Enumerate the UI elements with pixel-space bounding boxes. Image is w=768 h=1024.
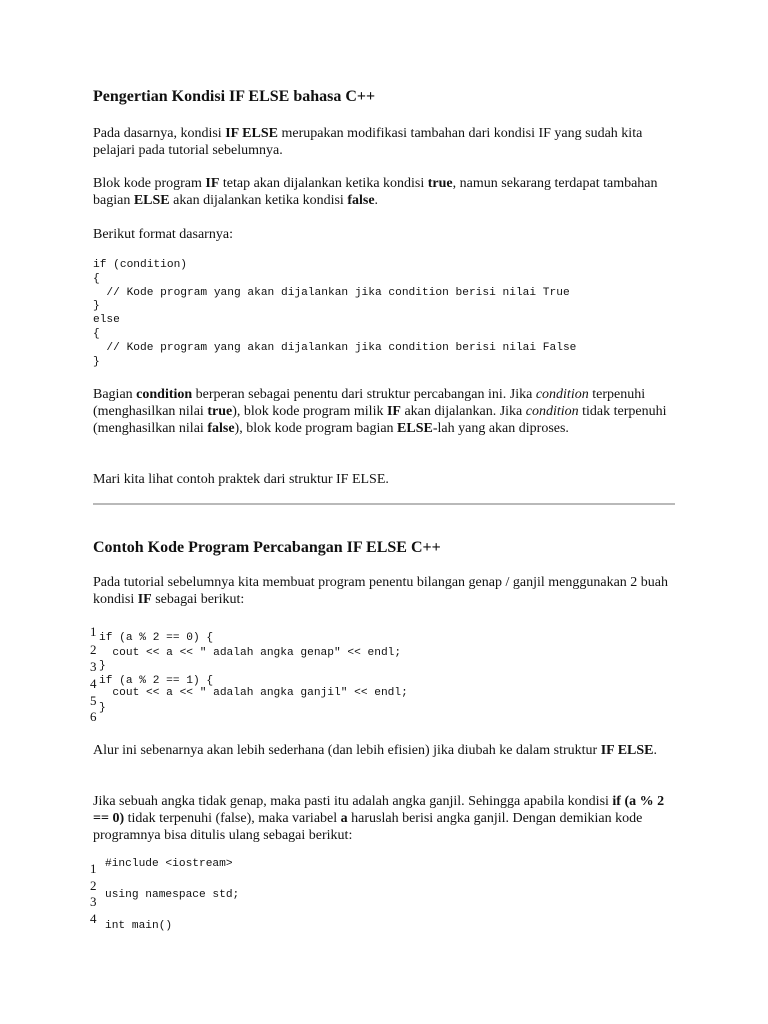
text: Alur ini sebenarnya akan lebih sederhana (dan lebih efisien) jika diubah ke dalam struktur [93, 743, 601, 758]
paragraph [93, 125, 678, 159]
bold-text: IF [386, 404, 401, 419]
text: merupakan modifikasi tambahan dari kondisi IF yang sudah kita pelajari pada tutorial sebelumnya. [93, 126, 643, 158]
text: sebagai berikut: [151, 592, 245, 607]
text: , namun sekarang terdapat tambahan bagian [93, 176, 658, 208]
bold-text: IF ELSE [225, 126, 278, 141]
paragraph [93, 175, 678, 209]
text: tetap akan dijalankan ketika kondisi [219, 176, 428, 191]
paragraph [93, 742, 678, 759]
text: akan dijalankan. Jika [400, 404, 526, 419]
text: Bagian [93, 387, 137, 402]
text: -lah yang akan diproses. [432, 421, 569, 436]
line-number: 3 [90, 894, 97, 909]
bold-text: if (a % 2 == 0) [93, 794, 665, 826]
line-number: 5 [90, 693, 97, 708]
paragraph [93, 574, 678, 608]
line-number: 6 [90, 709, 97, 724]
code-line: cout << a << " adalah angka genap" << endl; [99, 647, 402, 659]
bold-text: true [427, 176, 453, 191]
code-line: cout << a << " adalah angka ganjil" << endl; [99, 687, 408, 699]
code-line: using namespace std; [105, 889, 240, 901]
line-number: 1 [90, 624, 97, 639]
paragraph: Mari kita lihat contoh praktek dari struktur IF ELSE. [93, 472, 389, 487]
paragraph [93, 793, 678, 844]
paragraph: Berikut format dasarnya: [93, 227, 233, 242]
section-title-contoh: Contoh Kode Program Percabangan IF ELSE C++ [93, 539, 441, 556]
section-divider [93, 503, 675, 505]
bold-text: false [207, 421, 235, 436]
bold-text: true [207, 404, 233, 419]
bold-text: false [347, 193, 375, 208]
text: ), blok kode program bagian [234, 421, 398, 436]
paragraph [93, 386, 678, 437]
code-line: int main() [105, 920, 173, 932]
text: . [653, 743, 657, 758]
code-block-format: if (condition) { // Kode program yang akan dijalankan jika condition berisi nilai True } else { // Kode program yang akan dijalankan jika condition berisi nilai False } [93, 259, 577, 368]
line-number: 4 [90, 676, 97, 691]
bold-text: IF [137, 592, 152, 607]
text: Pada tutorial sebelumnya kita membuat program penentu bilangan genap / ganjil menggunakan 2 buah kondisi [93, 575, 669, 607]
text: akan dijalankan ketika kondisi [169, 193, 348, 208]
line-number: 2 [90, 642, 97, 657]
text: haruslah berisi angka ganjil. Dengan demikian kode programnya bisa ditulis ulang sebagai berikut: [93, 811, 643, 843]
code-line: if (a % 2 == 1) { [99, 675, 214, 687]
text: Jika sebuah angka tidak genap, maka pasti itu adalah angka ganjil. Sehingga apabila kondisi [93, 794, 613, 809]
bold-text: condition [136, 387, 193, 402]
text: terpenuhi (menghasilkan nilai [93, 387, 646, 419]
text: Pada dasarnya, kondisi [93, 126, 226, 141]
line-number: 4 [90, 911, 97, 926]
code-line: } [99, 702, 106, 714]
text: Blok kode program [93, 176, 206, 191]
line-number: 2 [90, 878, 97, 893]
italic-text: condition [525, 404, 579, 419]
bold-text: ELSE [133, 193, 170, 208]
code-line: #include <iostream> [105, 858, 233, 870]
text: tidak terpenuhi (false), maka variabel [124, 811, 341, 826]
code-line: if (a % 2 == 0) { [99, 632, 214, 644]
line-number: 3 [90, 659, 97, 674]
text: berperan sebagai penentu dari struktur percabangan ini. Jika [192, 387, 536, 402]
bold-text: ELSE [397, 421, 433, 436]
italic-text: condition [535, 387, 589, 402]
text: . [374, 193, 379, 208]
bold-text: a [340, 811, 348, 826]
section-title-pengertian: Pengertian Kondisi IF ELSE bahasa C++ [93, 88, 376, 105]
text: tidak terpenuhi (menghasilkan nilai [93, 404, 667, 436]
code-line: } [99, 660, 106, 672]
bold-text: IF [205, 176, 220, 191]
line-number: 1 [90, 861, 97, 876]
text: ), blok kode program milik [232, 404, 387, 419]
bold-text: IF ELSE [600, 743, 654, 758]
